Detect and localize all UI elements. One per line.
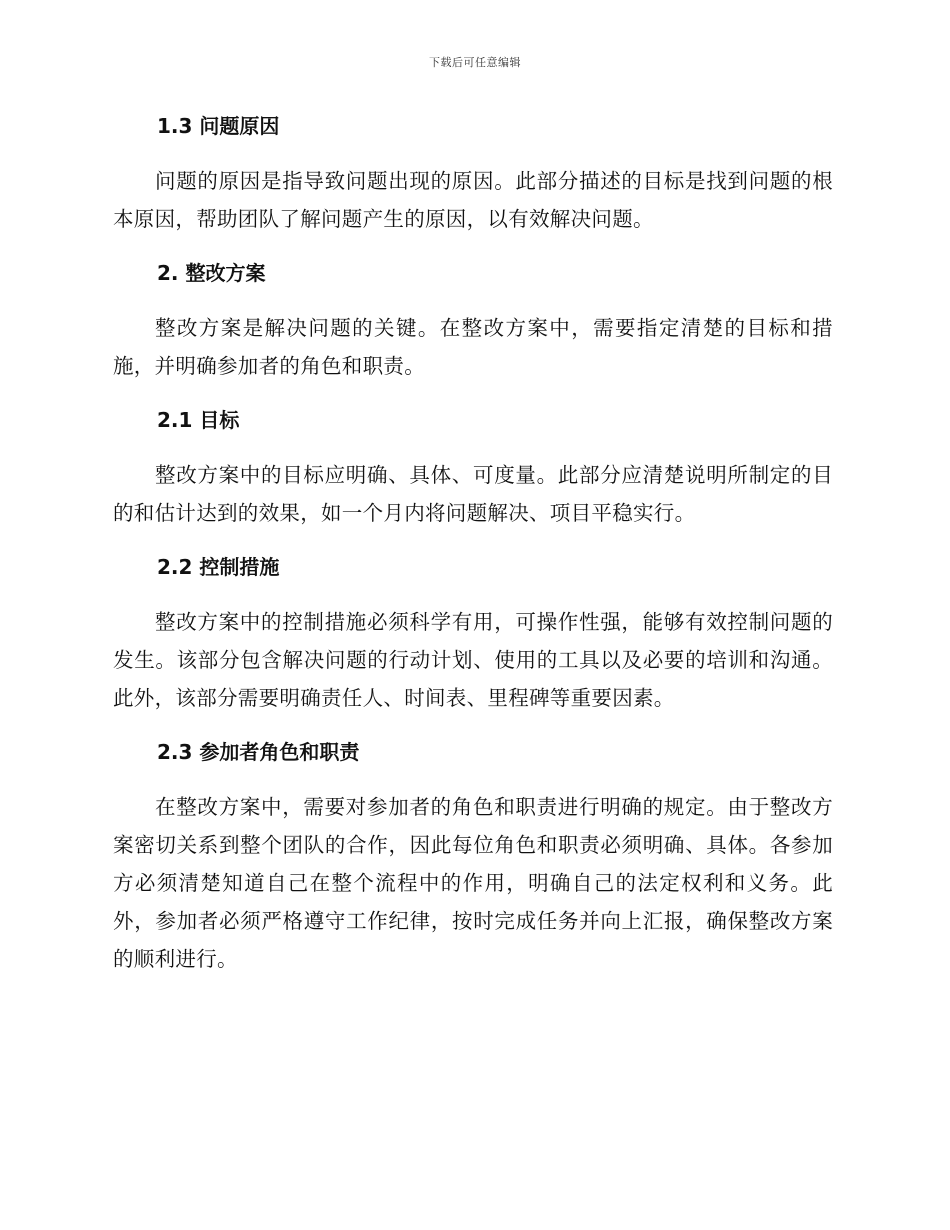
section-paragraph-1-3: 问题的原因是指导致问题出现的原因。此部分描述的目标是找到问题的根本原因，帮助团队了解问题产生的原因，以有效解决问题。	[113, 169, 833, 231]
section-heading-1-3: 1.3 问题原因	[157, 114, 280, 138]
page-header: 下载后可任意编辑	[429, 56, 521, 69]
section-paragraph-2-1: 整改方案中的目标应明确、具体、可度量。此部分应清楚说明所制定的目的和估计达到的效果，如一个月内将问题解决、项目平稳实行。	[113, 463, 833, 525]
section-heading-2-2: 2.2 控制措施	[157, 555, 280, 579]
section-paragraph-2-3: 在整改方案中，需要对参加者的角色和职责进行明确的规定。由于整改方案密切关系到整个团队的合作，因此每位角色和职责必须明确、具体。各参加方必须清楚知道自己在整个流程中的作用，明确自己的法定权利和义务。此外，参加者必须严格遵守工作纪律，按时完成任务并向上汇报，确保整改方案的顺利进行。	[113, 795, 833, 971]
section-paragraph-2-2: 整改方案中的控制措施必须科学有用，可操作性强，能够有效控制问题的发生。该部分包含解决问题的行动计划、使用的工具以及必要的培训和沟通。此外，该部分需要明确责任人、时间表、里程碑等重要因素。	[113, 610, 833, 710]
section-heading-2-3: 2.3 参加者角色和职责	[157, 740, 360, 764]
section-paragraph-2: 整改方案是解决问题的关键。在整改方案中，需要指定清楚的目标和措施，并明确参加者的角色和职责。	[113, 316, 833, 378]
section-heading-2: 2. 整改方案	[157, 261, 266, 285]
section-heading-2-1: 2.1 目标	[157, 408, 240, 432]
document-body	[113, 110, 833, 997]
